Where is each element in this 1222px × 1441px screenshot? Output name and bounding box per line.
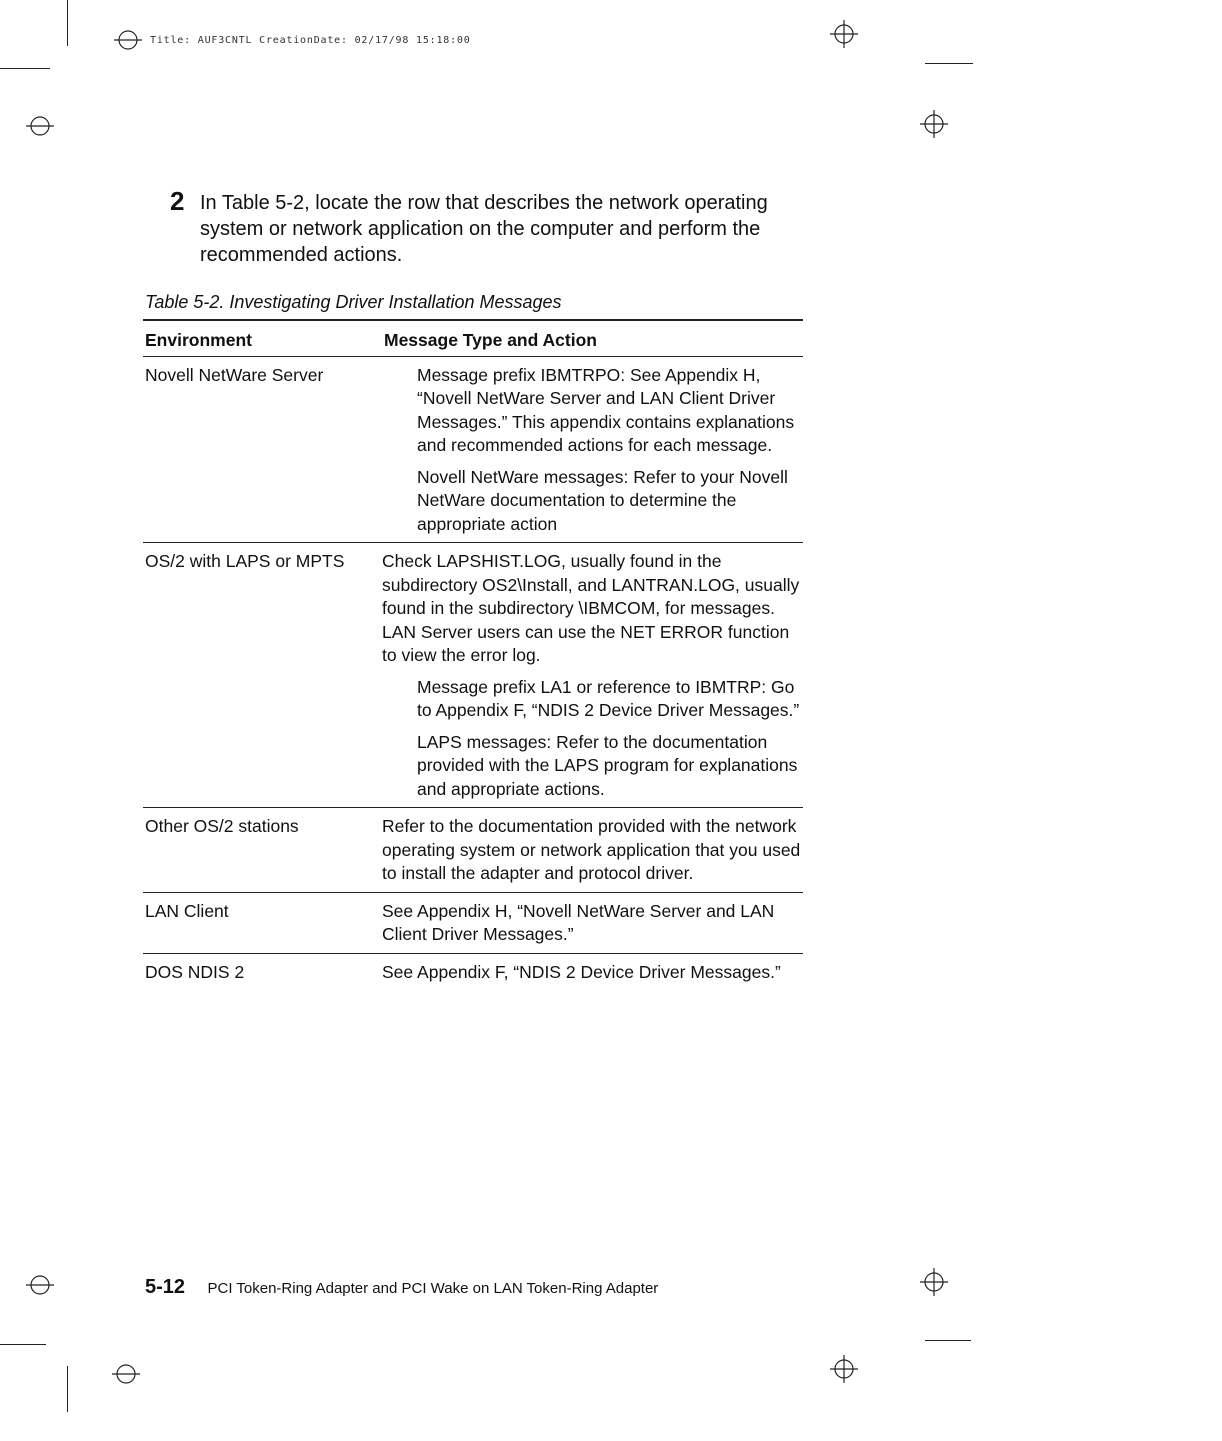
action-paragraph: See Appendix H, “Novell NetWare Server and LAN Client Driver Messages.” <box>382 900 775 944</box>
step-text: In Table 5-2, locate the row that describes the network operating system or network application on the computer and perform the recommended actions. <box>200 192 768 266</box>
crop-line <box>0 1344 46 1345</box>
action-paragraph: See Appendix F, “NDIS 2 Device Driver Messages.” <box>382 961 781 982</box>
table-row <box>143 808 803 893</box>
column-header-environment: Environment <box>145 330 252 350</box>
action-cell <box>382 892 803 953</box>
table-row <box>143 356 803 543</box>
crop-line <box>0 68 50 69</box>
action-paragraph: Check LAPSHIST.LOG, usually found in the subdirectory OS2\Install, and LANTRAN.LOG, usually found in the subdirectory \IBMCOM, for messages. LAN Server users can use the NET ERROR function to view the error log. <box>382 551 800 665</box>
crop-line <box>925 1340 971 1341</box>
registration-mark-icon <box>26 112 54 140</box>
registration-mark-icon <box>114 26 142 54</box>
table-row <box>143 892 803 953</box>
registration-mark-icon <box>830 20 858 48</box>
footer-title: PCI Token-Ring Adapter and PCI Wake on LAN Token-Ring Adapter <box>207 1280 659 1297</box>
action-cell <box>382 953 803 990</box>
messages-table <box>143 319 803 990</box>
environment-cell: LAN Client <box>145 900 229 921</box>
environment-cell: OS/2 with LAPS or MPTS <box>145 551 345 571</box>
action-paragraph: Novell NetWare messages: Refer to your Novell NetWare documentation to determine the appropriate action <box>417 466 788 534</box>
document-header: Title: AUF3CNTL CreationDate: 02/17/98 15:18:00 <box>150 35 471 46</box>
action-cell <box>382 543 803 808</box>
crop-line <box>67 1366 68 1412</box>
crop-line <box>67 0 68 46</box>
table-caption: Table 5-2. Investigating Driver Installation Messages <box>145 292 562 312</box>
step-number: 2 <box>170 186 185 216</box>
action-cell <box>382 356 803 543</box>
environment-cell: Other OS/2 stations <box>145 816 299 836</box>
action-paragraph: LAPS messages: Refer to the documentation provided with the LAPS program for explanations and appropriate actions. <box>417 731 798 799</box>
page-number: 5-12 <box>145 1276 186 1298</box>
environment-cell: DOS NDIS 2 <box>145 961 245 982</box>
registration-mark-icon <box>830 1355 858 1383</box>
table-row <box>143 953 803 990</box>
table-row <box>143 543 803 808</box>
table-header-row <box>143 320 803 356</box>
crop-line <box>925 63 973 64</box>
registration-mark-icon <box>26 1271 54 1299</box>
page-footer <box>145 1276 658 1299</box>
action-paragraph: Message prefix LA1 or reference to IBMTRP: Go to Appendix F, “NDIS 2 Device Driver Messages.” <box>417 676 800 720</box>
registration-mark-icon <box>112 1360 140 1388</box>
registration-mark-icon <box>920 110 948 138</box>
registration-mark-icon <box>920 1268 948 1296</box>
action-paragraph: Message prefix IBMTRPO: See Appendix H, “Novell NetWare Server and LAN Client Driver Messages.” This appendix contains explanations and recommended actions for each message. <box>417 364 795 455</box>
column-header-action: Message Type and Action <box>384 330 597 350</box>
action-cell <box>382 808 803 893</box>
action-paragraph: Refer to the documentation provided with the network operating system or network application that you used to install the adapter and protocol driver. <box>382 816 801 883</box>
environment-cell: Novell NetWare Server <box>145 364 324 385</box>
